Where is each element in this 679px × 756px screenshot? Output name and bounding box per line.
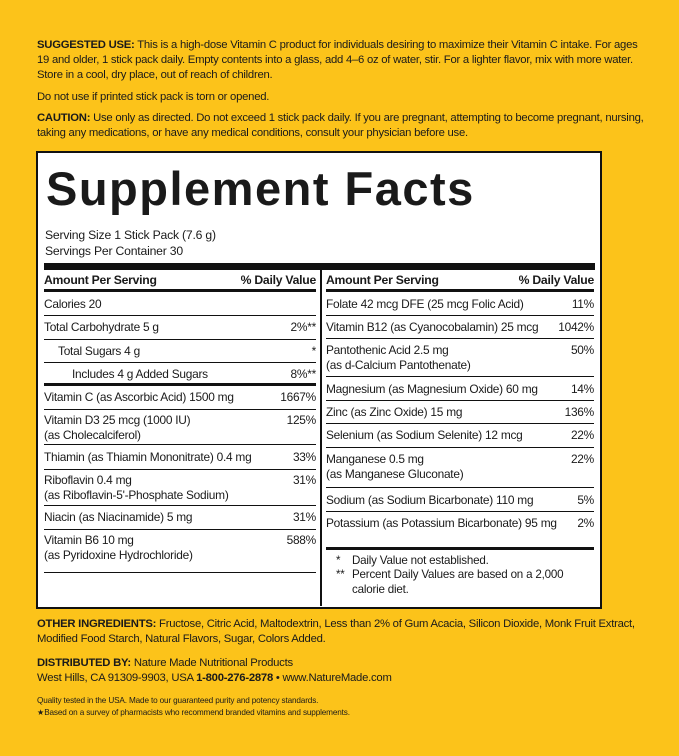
- distributor-contact: [37, 671, 647, 686]
- nutrient-name: Sodium (as Sodium Bicarbonate) 110 mg: [326, 493, 534, 507]
- nutrient-row: [326, 316, 594, 339]
- suggested-use: [37, 38, 647, 68]
- nutrient-name: Vitamin B12 (as Cyanocobalamin) 25 mcg: [326, 320, 539, 334]
- distributor-label: DISTRIBUTED BY:: [37, 657, 131, 669]
- nutrient-row: [326, 401, 594, 424]
- distributor: [37, 656, 647, 671]
- right-column-header: [326, 270, 594, 292]
- nutrient-row: [44, 340, 316, 363]
- nutrient-name: Riboflavin 0.4 mg (as Riboflavin-5'-Phosphate Sodium): [44, 473, 229, 502]
- nutrient-dv: 33%: [292, 450, 316, 464]
- nutrient-dv: 1042%: [558, 320, 594, 334]
- nutrient-name: Zinc (as Zinc Oxide) 15 mg: [326, 405, 463, 419]
- nutrient-name: Vitamin D3 25 mcg (1000 IU) (as Cholecalciferol): [44, 413, 191, 442]
- left-column-header: [44, 270, 316, 292]
- suggested-use-text: This is a high-dose Vitamin C product for individuals desiring to maximize their Vitamin C intake. For ages 19 and older, 1 stick pack daily. Empty contents into a glass, add 4–6 oz of water, stir. For a lighter flavor, mix with more water.: [37, 39, 638, 67]
- nutrient-dv: 5%: [577, 493, 594, 507]
- nutrient-row: [44, 316, 316, 340]
- nutrient-name: Manganese 0.5 mg (as Manganese Gluconate): [326, 452, 464, 481]
- nutrient-name: Folate 42 mcg DFE (25 mcg Folic Acid): [326, 297, 524, 311]
- nutrient-name: Vitamin B6 10 mg (as Pyridoxine Hydrochloride): [44, 533, 193, 562]
- nutrient-name: Vitamin C (as Ascorbic Acid) 1500 mg: [44, 390, 234, 404]
- nutrient-name: Magnesium (as Magnesium Oxide) 60 mg: [326, 382, 538, 396]
- nutrient-dv: 50%: [570, 343, 594, 357]
- nutrient-name: Thiamin (as Thiamin Mononitrate) 0.4 mg: [44, 450, 252, 464]
- suggested-use-label: SUGGESTED USE:: [37, 39, 135, 51]
- right-column: [326, 270, 594, 536]
- footnote-1-text: Daily Value not established.: [352, 554, 489, 567]
- distributor-web: • www.NatureMade.com: [272, 672, 392, 684]
- quality-note: Quality tested in the USA. Made to our guaranteed purity and potency standards.: [37, 696, 319, 705]
- nutrient-dv: 2%: [577, 516, 594, 530]
- storage-text: Store in a cool, dry place, out of reach of children.: [37, 69, 273, 82]
- nutrient-name: Includes 4 g Added Sugars: [72, 367, 208, 381]
- nutrient-row: [44, 292, 316, 316]
- other-ingredients-text: Fructose, Citric Acid, Maltodextrin, Less than 2% of Gum Acacia, Silicon Dioxide, Monk Fruit Extract, Modified Food Starch, Natural Flavors, Sugar, Colors Added.: [37, 618, 635, 645]
- servings-per-container: Servings Per Container 30: [45, 244, 183, 258]
- bottom-info: [37, 617, 647, 719]
- dv-header: % Daily Value: [240, 273, 316, 287]
- nutrient-dv: 8%**: [290, 367, 316, 381]
- nutrient-row: [44, 410, 316, 445]
- nutrient-row: [44, 470, 316, 506]
- nutrient-name: Calories 20: [44, 297, 102, 311]
- nutrient-dv: 125%: [286, 413, 316, 427]
- tamper-warning: Do not use if printed stick pack is torn or opened.: [37, 90, 270, 103]
- nutrient-dv: 31%: [292, 473, 316, 487]
- footnote-2-text: Percent Daily Values are based on a 2,000 calorie diet.: [352, 568, 564, 596]
- nutrient-dv: 11%: [571, 297, 594, 311]
- footnote-1-symbol: *: [336, 554, 341, 567]
- thick-divider: [44, 263, 595, 270]
- amount-header: Amount Per Serving: [44, 273, 157, 287]
- survey-note: ★Based on a survey of pharmacists who recommend branded vitamins and supplements.: [37, 708, 350, 717]
- distributor-address: West Hills, CA 91309-9903, USA: [37, 672, 197, 684]
- footnote-2-symbol: **: [336, 568, 345, 582]
- nutrient-row: [326, 424, 594, 448]
- nutrient-dv: 22%: [570, 452, 594, 466]
- nutrient-row: [326, 377, 594, 401]
- nutrient-dv: 31%: [292, 510, 316, 524]
- caution-text: Use only as directed. Do not exceed 1 stick pack daily. If you are pregnant, attempting to become pregnant, nursing, taking any medications, or have any medical conditions, consult your physician before use.: [37, 111, 644, 140]
- footnote-2: [336, 568, 586, 597]
- caution-label: CAUTION:: [37, 111, 91, 124]
- nutrient-dv: 2%**: [290, 320, 316, 334]
- serving-size: Serving Size 1 Stick Pack (7.6 g): [45, 228, 216, 242]
- nutrient-name: Niacin (as Niacinamide) 5 mg: [44, 510, 193, 524]
- nutrient-dv: 136%: [564, 405, 594, 419]
- footnotes: [336, 554, 586, 597]
- nutrient-name: Total Sugars 4 g: [58, 344, 140, 358]
- supplement-facts-title: Supplement Facts: [46, 162, 475, 215]
- column-divider: [320, 270, 322, 606]
- nutrient-dv: 588%: [286, 533, 316, 547]
- right-footnote-bar: [326, 547, 594, 550]
- nutrient-row: [44, 445, 316, 470]
- nutrient-dv: 14%: [570, 382, 594, 396]
- distributor-name: Nature Made Nutritional Products: [130, 657, 293, 669]
- directions-block: [37, 38, 647, 141]
- nutrient-row: [326, 292, 594, 316]
- nutrient-name: Selenium (as Sodium Selenite) 12 mcg: [326, 428, 523, 442]
- nutrient-row: [326, 339, 594, 377]
- serving-info: [45, 227, 216, 259]
- other-ingredients-label: OTHER INGREDIENTS:: [37, 618, 157, 630]
- other-ingredients: [37, 617, 647, 647]
- nutrient-dv: *: [311, 344, 316, 358]
- nutrient-row: [44, 363, 316, 386]
- amount-header: Amount Per Serving: [326, 273, 439, 287]
- nutrient-dv: 22%: [570, 428, 594, 442]
- nutrient-name: Pantothenic Acid 2.5 mg (as d-Calcium Pantothenate): [326, 343, 471, 372]
- distributor-phone: 1-800-276-2878: [196, 672, 273, 684]
- nutrient-row: [44, 530, 316, 573]
- nutrient-name: Potassium (as Potassium Bicarbonate) 95 mg: [326, 516, 557, 530]
- left-column: [44, 270, 316, 573]
- nutrient-name: Total Carbohydrate 5 g: [44, 320, 159, 334]
- nutrient-row: [326, 512, 594, 536]
- nutrient-row: [326, 448, 594, 488]
- caution: [37, 111, 647, 141]
- footnote-1: [336, 554, 586, 568]
- nutrient-row: [44, 506, 316, 530]
- nutrient-row: [44, 386, 316, 410]
- supplement-facts-panel: [36, 151, 602, 609]
- nutrient-dv: 1667%: [280, 390, 316, 404]
- dv-header: % Daily Value: [518, 273, 594, 287]
- nutrient-row: [326, 488, 594, 512]
